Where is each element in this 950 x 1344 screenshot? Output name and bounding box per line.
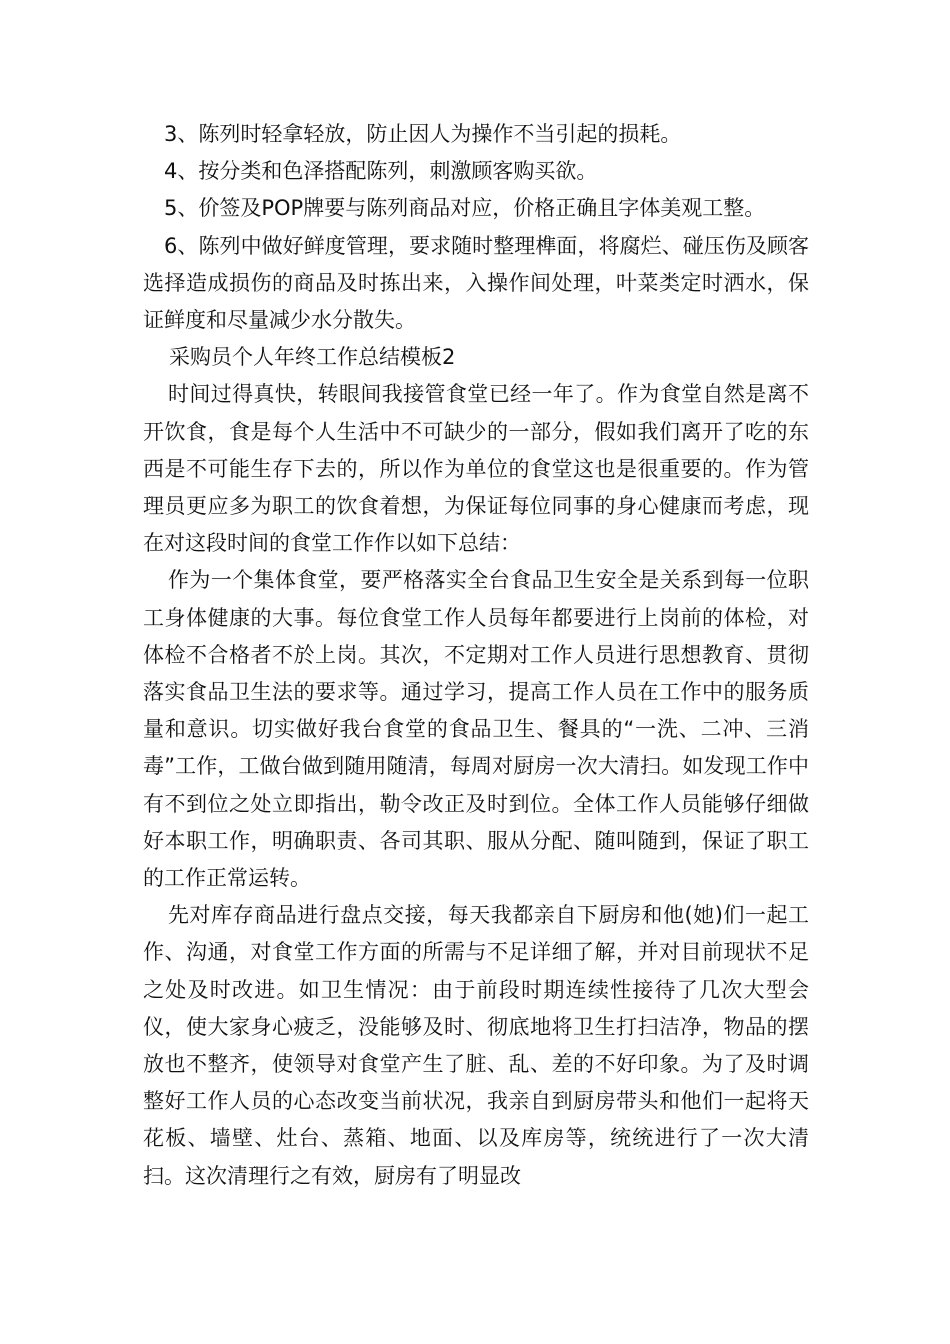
list-item-6: 6、陈列中做好鲜度管理，要求随时整理榫面，将腐烂、碰压伤及顾客选择造成损伤的商品及时拣出来，入操作间处理，叶菜类定时洒水，保证鲜度和尽量减少水分散失。 [143, 233, 809, 333]
document-body [143, 116, 809, 1195]
list-item-5: 5、价签及POP牌要与陈列商品对应，价格正确且字体美观工整。 [164, 196, 766, 221]
list-item-4: 4、按分类和色泽搭配陈列，刺激顾客购买欲。 [164, 159, 598, 184]
section-title: 采购员个人年终工作总结模板2 [169, 345, 456, 370]
list-item-3: 3、陈列时轻拿轻放，防止因人为操作不当引起的损耗。 [164, 122, 682, 146]
body-paragraph-3: 先对库存商品进行盘点交接，每天我都亲自下厨房和他(她)们一起工作、沟通，对食堂工作方面的所需与不足详细了解，并对目前现状不足之处及时改进。如卫生情况：由于前段时期连续性接待了几次大型会仪，使大家身心疲乏，没能够及时、彻底地将卫生打扫洁净，物品的摆放也不整齐，使领导对食堂产生了脏、乱、差的不好印象。为了及时调整好工作人员的心态改变当前状况，我亲自到厨房带头和他们一起将天花板、墙壁、灶台、蒸箱、地面、以及库房等，统统进行了一次大清扫。这次清理行之有效，厨房有了明显改 [143, 903, 809, 1188]
body-paragraph-2: 作为一个集体食堂，要严格落实全台食品卫生安全是关系到每一位职工身体健康的大事。每位食堂工作人员每年都要进行上岗前的体检，对体检不合格者不於上岗。其次，不定期对工作人员进行思想教育、贯彻落实食品卫生法的要求等。通过学习，提高工作人员在工作中的服务质量和意识。切实做好我台食堂的食品卫生、餐具的“一洗、二冲、三消毒”工作，工做台做到随用随清，每周对厨房一次大清扫。如发现工作中有不到位之处立即指出，勒令改正及时到位。全体工作人员能够仔细做好本职工作，明确职责、各司其职、服从分配、随叫随到，保证了职工的工作正常运转。 [143, 568, 809, 891]
body-paragraph-1: 时间过得真快，转眼间我接管食堂已经一年了。作为食堂自然是离不开饮食，食是每个人生活中不可缺少的一部分，假如我们离开了吃的东西是不可能生存下去的，所以作为单位的食堂这也是很重要的。作为管理员更应多为职工的饮食着想，为保证每位同事的身心健康而考虑，现在对这段时间的食堂工作作以如下总结： [143, 382, 809, 556]
